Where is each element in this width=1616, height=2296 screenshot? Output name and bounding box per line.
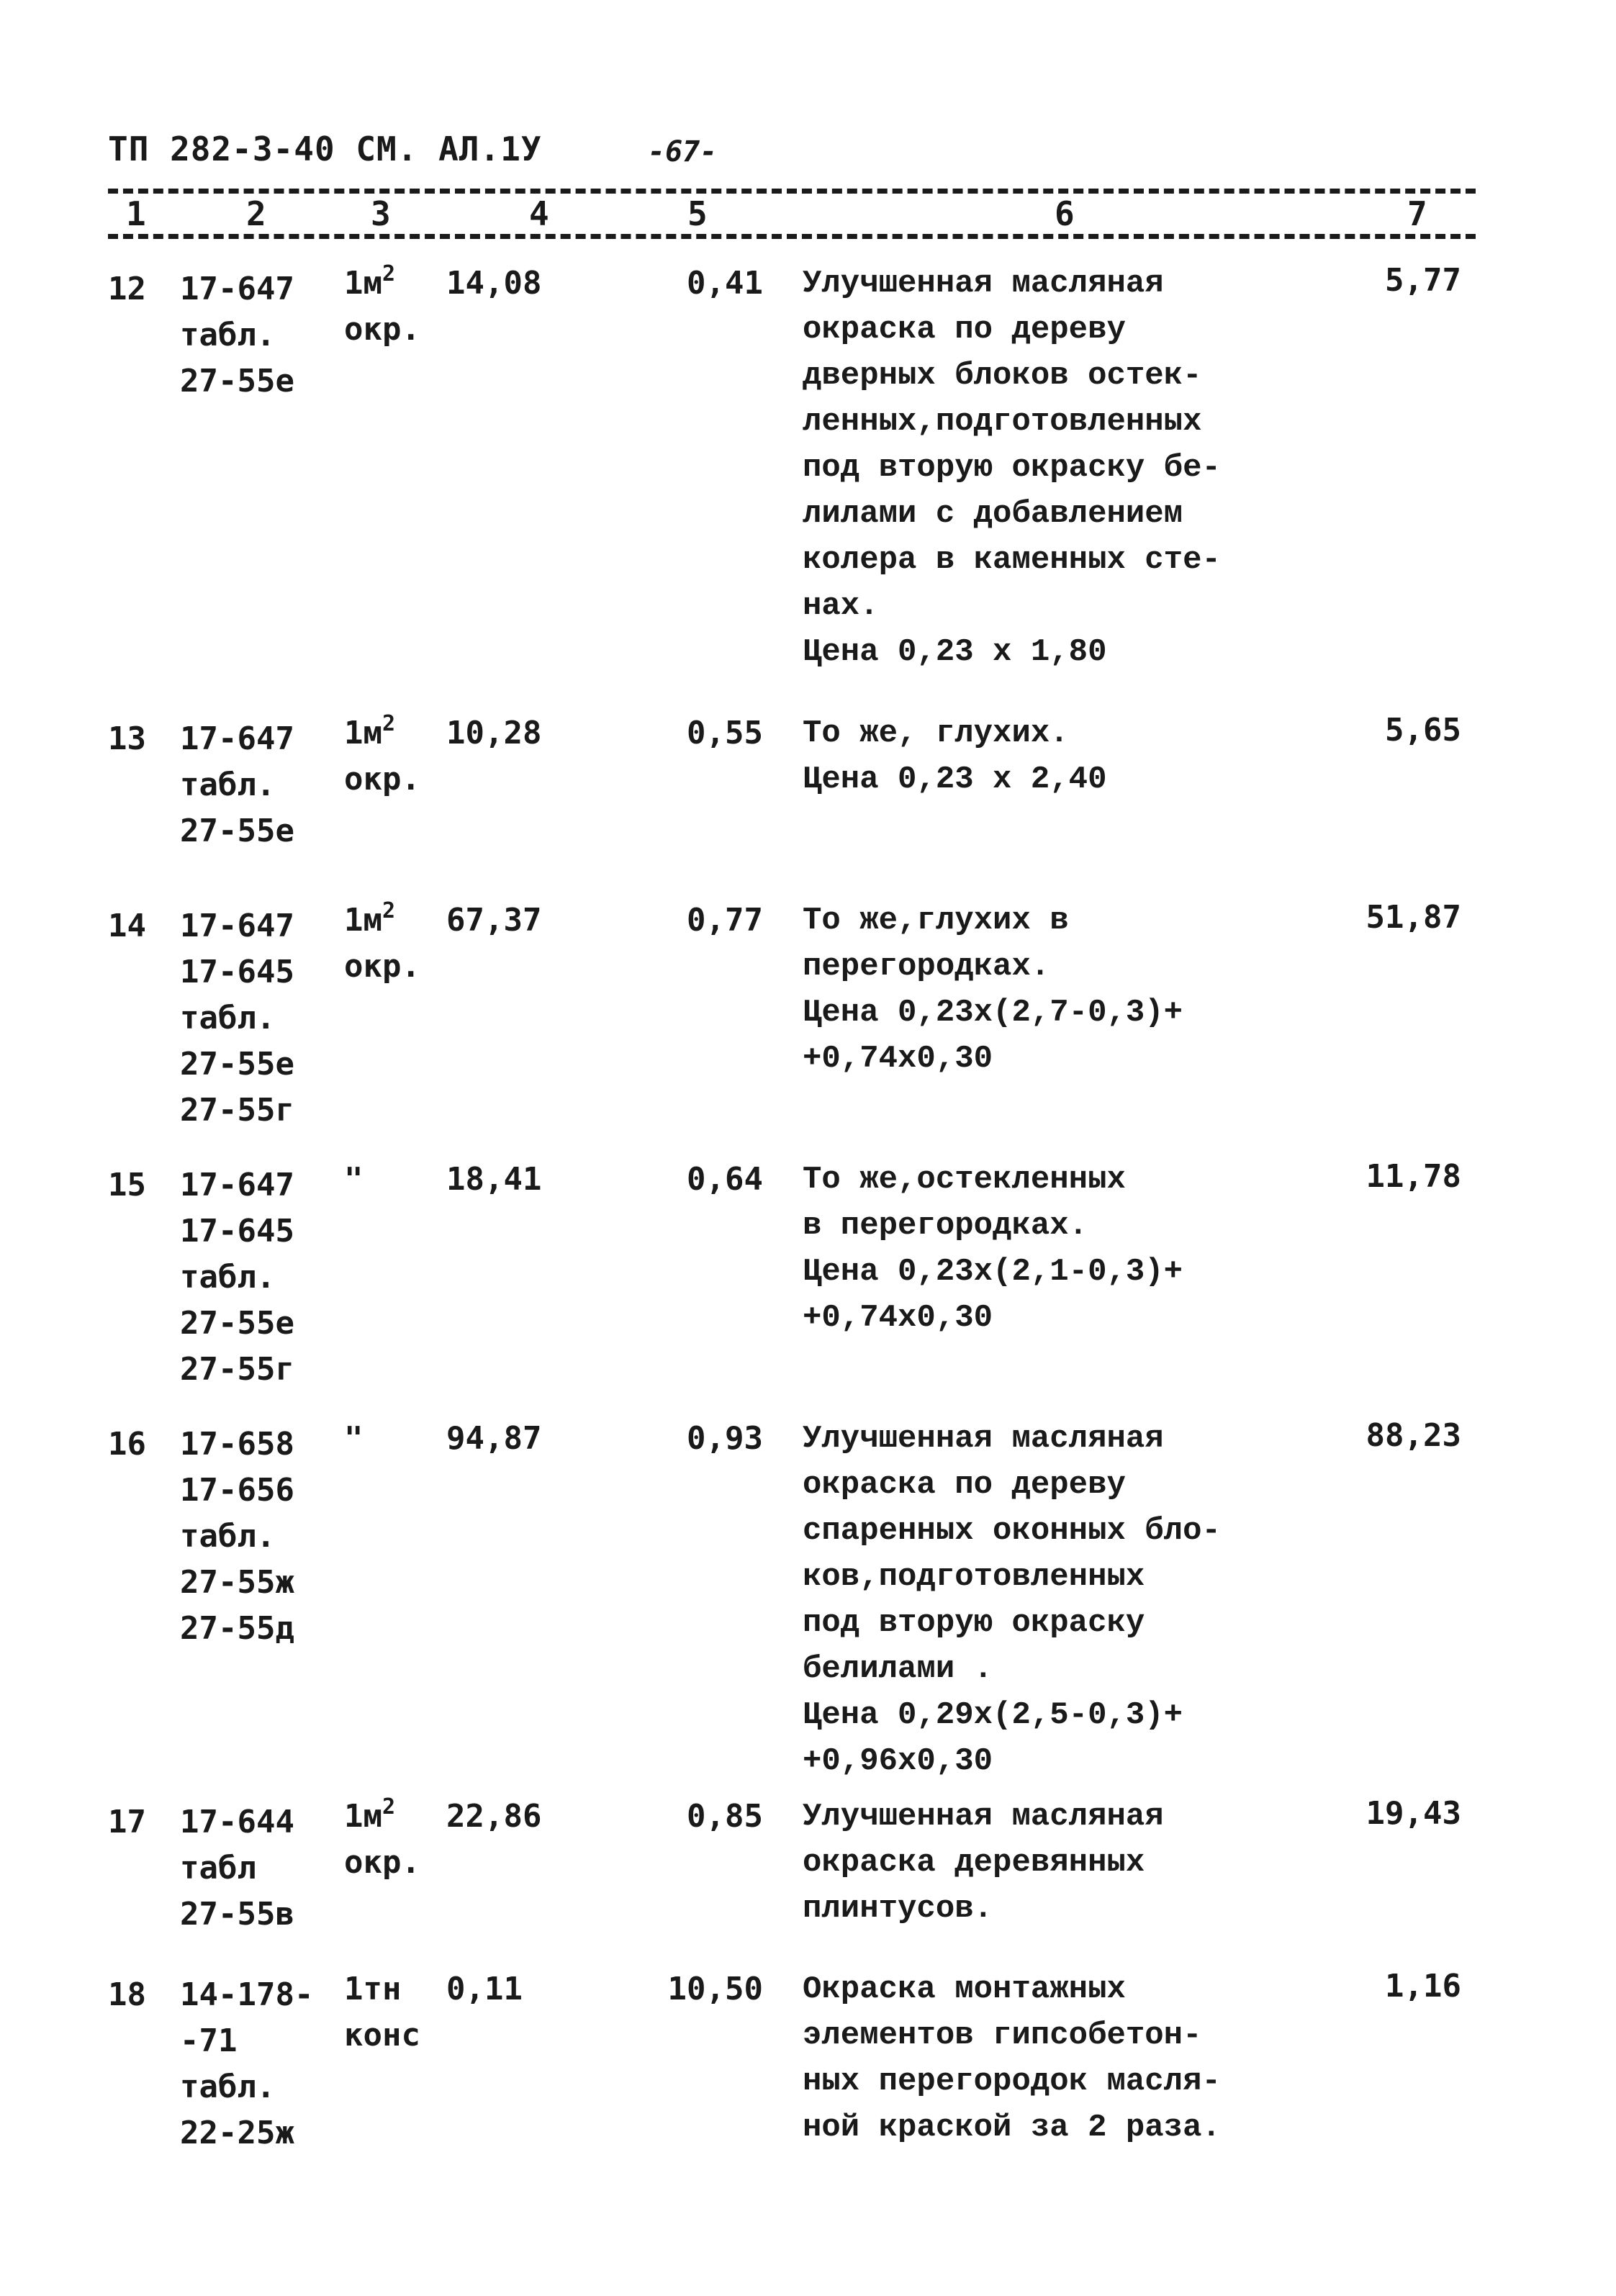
column-number-7: 7 <box>1407 194 1427 233</box>
norm-code: 17-647 табл. 27-55е <box>180 720 294 849</box>
unit-of-measure: $1м^2$ окр. <box>344 898 420 985</box>
quantity: 94,87 <box>446 1420 542 1457</box>
unit-of-measure: $1м^2$ окр. <box>344 261 420 348</box>
quantity: 22,86 <box>446 1798 542 1835</box>
norm-code: 17-647 табл. 27-55е <box>180 271 294 399</box>
unit-exponent: 2 <box>382 898 396 923</box>
total-cost: 88,23 <box>1366 1417 1461 1454</box>
column-number-1: 1 <box>126 194 146 233</box>
unit-price: 0,41 <box>687 265 763 302</box>
top-dashed-rule <box>108 189 1476 194</box>
quantity: 10,28 <box>446 715 542 751</box>
unit-of-measure <box>344 1416 364 1462</box>
work-description: Окраска монтажных элементов гипсобетон- ных перегородок масля- ной краской за 2 раза. <box>803 1971 1221 2146</box>
unit-of-measure: $1м^2$ окр. <box>344 711 420 797</box>
unit-exponent: 2 <box>382 711 396 736</box>
unit-price: 0,93 <box>687 1420 763 1457</box>
column-number-2: 2 <box>246 194 266 233</box>
total-cost: 51,87 <box>1366 899 1461 936</box>
unit-of-measure: 1тн конс <box>344 1971 420 2053</box>
total-cost: 11,78 <box>1366 1158 1461 1195</box>
total-cost: 19,43 <box>1366 1795 1461 1832</box>
column-number-3: 3 <box>371 194 391 233</box>
unit-exponent: 2 <box>382 261 396 286</box>
unit-price: 0,85 <box>687 1798 763 1835</box>
norm-code: 17-647 17-645 табл. 27-55е 27-55г <box>180 908 294 1129</box>
unit-main: " <box>344 1161 364 1198</box>
page-number: -67- <box>648 135 718 168</box>
total-cost: 5,65 <box>1385 712 1461 749</box>
work-description: Улучшенная масляная окраска по дереву дверных блоков остек- ленных,подготовленных под вторую окраску бе- лилами с добавлением колера в каменных сте- нах. Цена 0,23 х 1,80 <box>803 266 1221 670</box>
bottom-dashed-rule <box>108 234 1476 239</box>
column-number-4: 4 <box>529 194 549 233</box>
unit-price: 0,64 <box>687 1161 763 1198</box>
row-number: 13 <box>108 720 146 757</box>
work-description: Улучшенная масляная окраска деревянных плинтусов. <box>803 1799 1164 1927</box>
norm-code: 17-644 табл 27-55в <box>180 1804 294 1933</box>
unit-of-measure: $1м^2$ окр. <box>344 1794 420 1881</box>
column-number-6: 6 <box>1055 194 1075 233</box>
norm-code: 14-178- -71 табл. 22-25ж <box>180 1976 314 2151</box>
work-description: То же,остекленных в перегородках. Цена 0,23х(2,1-0,3)+ +0,74х0,30 <box>803 1162 1183 1336</box>
unit-price: 0,77 <box>687 902 763 939</box>
row-number: 12 <box>108 271 146 307</box>
unit-exponent: 2 <box>382 1794 396 1820</box>
work-description: То же,глухих в перегородках. Цена 0,23х(2,7-0,3)+ +0,74х0,30 <box>803 903 1183 1077</box>
total-cost: 1,16 <box>1385 1968 1461 2005</box>
quantity: 67,37 <box>446 902 542 939</box>
quantity: 0,11 <box>446 1971 523 2007</box>
row-number: 16 <box>108 1426 146 1463</box>
row-number: 18 <box>108 1976 146 2013</box>
work-description: Улучшенная масляная окраска по дереву спаренных оконных бло- ков,подготовленных под вторую окраску белилами . Цена 0,29х(2,5-0,3)+ +0,96х0,30 <box>803 1421 1221 1779</box>
norm-code: 17-647 17-645 табл. 27-55е 27-55г <box>180 1167 294 1388</box>
unit-price: 10,50 <box>667 1971 763 2007</box>
row-number: 14 <box>108 908 146 944</box>
column-number-5: 5 <box>687 194 708 233</box>
work-description: То же, глухих. Цена 0,23 х 2,40 <box>803 715 1107 797</box>
unit-main: 1м <box>344 715 382 751</box>
row-number: 15 <box>108 1167 146 1203</box>
quantity: 14,08 <box>446 265 542 302</box>
unit-main: 1м <box>344 265 382 302</box>
unit-of-measure <box>344 1157 364 1203</box>
unit-main: 1м <box>344 902 382 939</box>
norm-code: 17-658 17-656 табл. 27-55ж 27-55д <box>180 1426 294 1647</box>
unit-main: 1м <box>344 1798 382 1835</box>
quantity: 18,41 <box>446 1161 542 1198</box>
unit-main: " <box>344 1420 364 1457</box>
total-cost: 5,77 <box>1385 262 1461 299</box>
unit-price: 0,55 <box>687 715 763 751</box>
row-number: 17 <box>108 1804 146 1840</box>
unit-main: 1тн <box>344 1971 402 2007</box>
document-code: ТП 282-3-40 СМ. АЛ.1У <box>108 130 542 168</box>
